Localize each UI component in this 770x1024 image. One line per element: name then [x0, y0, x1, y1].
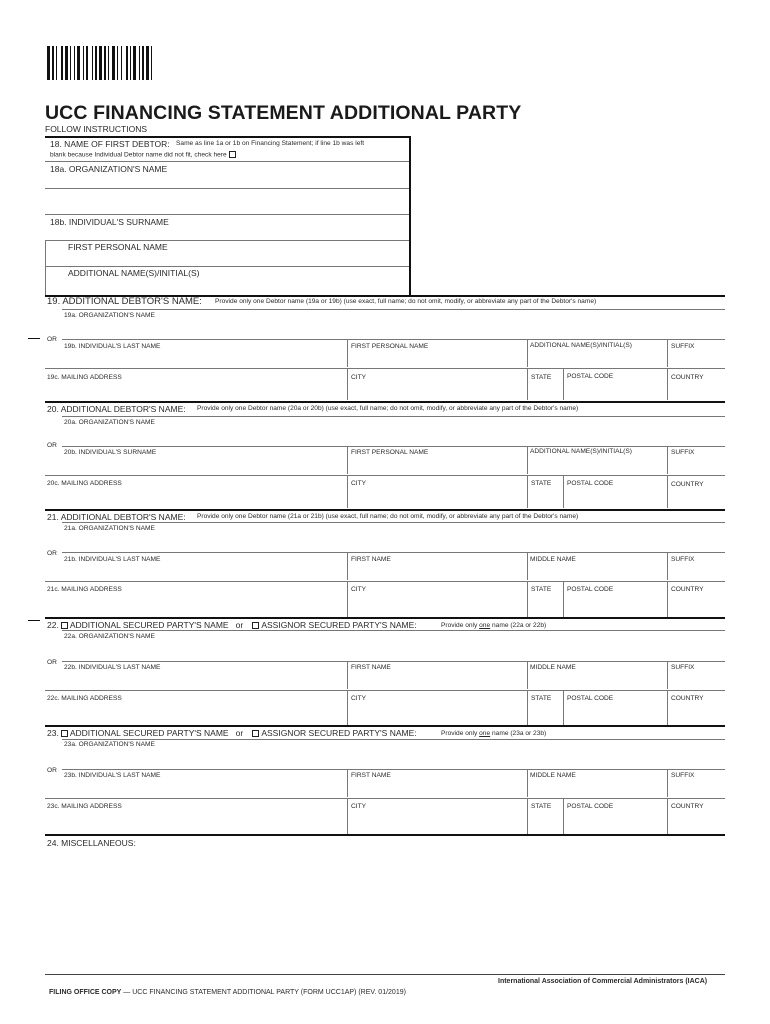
section-21-note: Provide only one Debtor name (21a or 21b) (use exact, full name; do not omit, modify, or abbreviate any part of the Debtor's name) — [197, 513, 579, 520]
section-19-heading: 19. ADDITIONAL DEBTOR'S NAME: — [47, 296, 202, 307]
field-19c-postal-label: POSTAL CODE — [567, 373, 614, 380]
barcode-bar — [130, 46, 131, 80]
field-20a-label: 20a. ORGANIZATION'S NAME — [64, 419, 155, 426]
form-title: UCC FINANCING STATEMENT ADDITIONAL PARTY — [45, 102, 522, 124]
field-23a-label: 23a. ORGANIZATION'S NAME — [64, 741, 155, 748]
s23-additional-secured-checkbox[interactable] — [61, 730, 68, 737]
field-23c-label: 23c. MAILING ADDRESS — [47, 803, 122, 810]
barcode-bar — [83, 46, 84, 80]
field-19c-city-label: CITY — [351, 374, 367, 381]
barcode — [47, 46, 223, 80]
s23-assignor-checkbox[interactable] — [252, 730, 259, 737]
footer-form-id: — UCC FINANCING STATEMENT ADDITIONAL PARTY (FORM UCC1AP) (REV. 01/2019) — [121, 989, 406, 996]
field-22b-label: 22b. INDIVIDUAL'S LAST NAME — [64, 664, 161, 671]
field-21b-suffix-label: SUFFIX — [671, 556, 695, 563]
field-20b-additional-label: ADDITIONAL NAME(S)/INITIAL(S) — [530, 448, 632, 455]
field-21c-label: 21c. MAILING ADDRESS — [47, 586, 122, 593]
barcode-bar — [126, 46, 128, 80]
field-19a-label: 19a. ORGANIZATION'S NAME — [64, 312, 155, 319]
field-22c-country-label: COUNTRY — [671, 695, 704, 702]
miscellaneous-input[interactable] — [45, 852, 725, 972]
barcode-bar — [86, 46, 88, 80]
field-19b-additional-label: ADDITIONAL NAME(S)/INITIAL(S) — [530, 342, 632, 349]
s22-note-one: one — [479, 622, 491, 629]
section-19-note: Provide only one Debtor name (19a or 19b) (use exact, full name; do not omit, modify, or abbreviate any part of the Debtor's name) — [215, 298, 597, 305]
field-22b-first-label: FIRST NAME — [351, 664, 391, 671]
field-21c-state-label: STATE — [531, 586, 552, 593]
field-18a-label: 18a. ORGANIZATION'S NAME — [50, 164, 168, 174]
barcode-bar — [104, 46, 106, 80]
s22-note-pre: Provide only — [441, 622, 478, 629]
s22-option-2: ASSIGNOR SECURED PARTY'S NAME: — [261, 620, 417, 630]
field-19b-first-label: FIRST PERSONAL NAME — [351, 343, 429, 350]
barcode-bar — [146, 46, 149, 80]
section-24-heading: 24. MISCELLANEOUS: — [47, 838, 136, 848]
field-21b-label: 21b. INDIVIDUAL'S LAST NAME — [64, 556, 161, 563]
barcode-bar — [74, 46, 75, 80]
barcode-bar — [99, 46, 102, 80]
field-20b-suffix-label: SUFFIX — [671, 449, 695, 456]
field-21b-first-label: FIRST NAME — [351, 556, 391, 563]
field-23b-suffix-label: SUFFIX — [671, 772, 695, 779]
section-18-note: Same as line 1a or 1b on Financing Statement; if line 1b was left — [176, 140, 365, 147]
first-debtor-checkbox[interactable] — [229, 151, 236, 158]
field-22c-postal-label: POSTAL CODE — [567, 695, 614, 702]
field-21c-country-label: COUNTRY — [671, 586, 704, 593]
s23-note-pre: Provide only — [441, 730, 478, 737]
section-18-heading: 18. NAME OF FIRST DEBTOR: — [50, 139, 170, 149]
or-19: OR — [47, 336, 57, 343]
s22-or: or — [235, 620, 244, 630]
barcode-bar — [92, 46, 93, 80]
barcode-bar — [112, 46, 115, 80]
s23-option-2: ASSIGNOR SECURED PARTY'S NAME: — [261, 728, 417, 738]
footer-copy-label: FILING OFFICE COPY — [49, 989, 122, 996]
s22-assignor-checkbox[interactable] — [252, 622, 259, 629]
field-20c-postal-label: POSTAL CODE — [567, 480, 614, 487]
field-18b-label: 18b. INDIVIDUAL'S SURNAME — [50, 217, 169, 227]
field-19c-country-label: COUNTRY — [671, 374, 704, 381]
field-21a-label: 21a. ORGANIZATION'S NAME — [64, 525, 155, 532]
field-22c-city-label: CITY — [351, 695, 367, 702]
or-23: OR — [47, 767, 57, 774]
barcode-bar — [65, 46, 68, 80]
iaca-credit: International Association of Commercial Administrators (IACA) — [498, 978, 708, 985]
field-23c-postal-label: POSTAL CODE — [567, 803, 614, 810]
follow-instructions: FOLLOW INSTRUCTIONS — [45, 124, 148, 134]
barcode-bar — [108, 46, 109, 80]
field-22b-middle-label: MIDDLE NAME — [530, 664, 576, 671]
field-21b-middle-label: MIDDLE NAME — [530, 556, 576, 563]
field-22b-suffix-label: SUFFIX — [671, 664, 695, 671]
s23-note-one: one — [479, 730, 491, 737]
s23-note-post: name (23a or 23b) — [492, 730, 547, 737]
barcode-bar — [133, 46, 136, 80]
field-23b-middle-label: MIDDLE NAME — [530, 772, 576, 779]
barcode-bar — [77, 46, 80, 80]
section-22-number: 22. — [47, 620, 59, 630]
s22-additional-secured-checkbox[interactable] — [61, 622, 68, 629]
section-20-heading: 20. ADDITIONAL DEBTOR'S NAME: — [47, 404, 186, 414]
field-23c-city-label: CITY — [351, 803, 367, 810]
field-22a-label: 22a. ORGANIZATION'S NAME — [64, 633, 155, 640]
s23-option-1: ADDITIONAL SECURED PARTY'S NAME — [69, 728, 229, 738]
section-18-note-2: blank because Individual Debtor name did not fit, check here — [50, 151, 227, 159]
barcode-bar — [121, 46, 122, 80]
section-21-heading: 21. ADDITIONAL DEBTOR'S NAME: — [47, 512, 186, 522]
section-20-note: Provide only one Debtor name (20a or 20b) (use exact, full name; do not omit, modify, or abbreviate any part of the Debtor's name) — [197, 405, 579, 412]
barcode-bar — [47, 46, 50, 80]
field-20c-state-label: STATE — [531, 480, 552, 487]
field-23b-label: 23b. INDIVIDUAL'S LAST NAME — [64, 772, 161, 779]
field-18b-additional-label: ADDITIONAL NAME(S)/INITIAL(S) — [68, 268, 200, 278]
field-19b-suffix-label: SUFFIX — [671, 343, 695, 350]
section-23-number: 23. — [47, 728, 59, 738]
barcode-bar — [61, 46, 63, 80]
barcode-bar — [151, 46, 152, 80]
field-19c-state-label: STATE — [531, 374, 552, 381]
field-20c-country-label: COUNTRY — [671, 481, 704, 488]
barcode-bar — [52, 46, 54, 80]
or-21: OR — [47, 550, 57, 557]
field-23b-first-label: FIRST NAME — [351, 772, 391, 779]
field-22c-state-label: STATE — [531, 695, 552, 702]
s23-or: or — [235, 728, 244, 738]
field-21c-city-label: CITY — [351, 586, 367, 593]
field-23c-country-label: COUNTRY — [671, 803, 704, 810]
or-20: OR — [47, 442, 57, 449]
field-20c-label: 20c. MAILING ADDRESS — [47, 480, 122, 487]
barcode-bar — [139, 46, 140, 80]
field-23c-state-label: STATE — [531, 803, 552, 810]
or-22: OR — [47, 659, 57, 666]
field-19b-label: 19b. INDIVIDUAL'S LAST NAME — [64, 343, 161, 350]
field-20c-city-label: CITY — [351, 480, 367, 487]
field-18b-first-label: FIRST PERSONAL NAME — [68, 242, 168, 252]
s22-note-post: name (22a or 22b) — [492, 622, 547, 629]
field-19c-label: 19c. MAILING ADDRESS — [47, 374, 122, 381]
barcode-bar — [142, 46, 144, 80]
s22-option-1: ADDITIONAL SECURED PARTY'S NAME — [69, 620, 229, 630]
barcode-bar — [117, 46, 118, 80]
barcode-bar — [70, 46, 71, 80]
field-20b-label: 20b. INDIVIDUAL'S SURNAME — [64, 449, 157, 456]
field-20b-first-label: FIRST PERSONAL NAME — [351, 449, 429, 456]
field-21c-postal-label: POSTAL CODE — [567, 586, 614, 593]
barcode-bar — [95, 46, 97, 80]
field-22c-label: 22c. MAILING ADDRESS — [47, 695, 122, 702]
barcode-bar — [56, 46, 57, 80]
